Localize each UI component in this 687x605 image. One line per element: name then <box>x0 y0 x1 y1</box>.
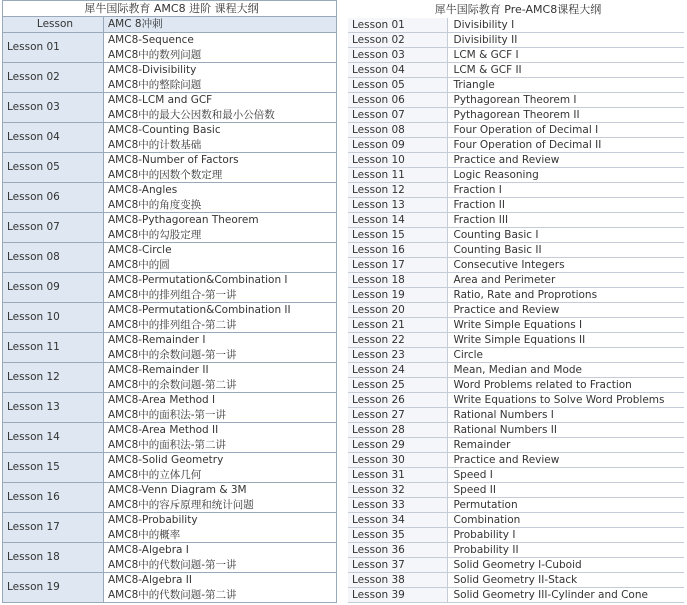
lesson-topic: Speed I <box>447 468 684 483</box>
lesson-number: Lesson 04 <box>3 123 104 153</box>
lesson-topic <box>104 303 337 333</box>
table-row <box>3 183 337 213</box>
lesson-number: Lesson 15 <box>3 453 104 483</box>
table-row <box>348 453 684 468</box>
lesson-topic: Area and Perimeter <box>447 273 684 288</box>
topic-chinese: AMC8中的面积法-第二讲 <box>108 438 227 451</box>
topic-chinese: AMC8中的最大公因数和最小公倍数 <box>108 108 275 121</box>
topic-chinese: AMC8中的圆 <box>108 258 170 271</box>
lesson-topic: Write Simple Equations I <box>447 318 684 333</box>
table-row <box>3 543 337 573</box>
table-row <box>348 63 684 78</box>
lesson-topic <box>104 543 337 573</box>
lesson-number: Lesson 25 <box>348 378 447 393</box>
lesson-topic: Rational Numbers II <box>447 423 684 438</box>
topic-chinese: AMC8中的角度变换 <box>108 198 202 211</box>
table-row <box>348 243 684 258</box>
lesson-number: Lesson 26 <box>348 393 447 408</box>
lesson-number: Lesson 01 <box>348 18 447 33</box>
topic-chinese: AMC8中的立体几何 <box>108 468 202 481</box>
table-row <box>3 483 337 513</box>
table-row <box>3 573 337 603</box>
lesson-topic: Logic Reasoning <box>447 168 684 183</box>
table-row <box>348 18 684 33</box>
lesson-topic <box>104 573 337 603</box>
topic-chinese: AMC8中的数列问题 <box>108 48 202 61</box>
topic-chinese: AMC8中的计数基础 <box>108 138 202 151</box>
lesson-topic: Speed II <box>447 483 684 498</box>
table-row <box>348 153 684 168</box>
table-row <box>348 468 684 483</box>
table-row <box>3 363 337 393</box>
topic-english: AMC8-Sequence <box>108 34 194 46</box>
table-row <box>348 138 684 153</box>
topic-chinese: AMC8中的因数个数定理 <box>108 168 223 181</box>
table-row <box>348 258 684 273</box>
topic-english: AMC8-Area Method II <box>108 424 219 436</box>
table-row <box>348 543 684 558</box>
lesson-topic: Mean, Median and Mode <box>447 363 684 378</box>
topic-english: AMC8-Permutation&Combination I <box>108 274 288 286</box>
lesson-topic <box>104 123 337 153</box>
lesson-number: Lesson 18 <box>3 543 104 573</box>
lesson-number: Lesson 07 <box>348 108 447 123</box>
table-row <box>348 408 684 423</box>
topic-english: AMC8-Angles <box>108 184 178 196</box>
lesson-number: Lesson 05 <box>348 78 447 93</box>
lesson-topic: Rational Numbers I <box>447 408 684 423</box>
lesson-number: Lesson 16 <box>348 243 447 258</box>
lesson-number: Lesson 20 <box>348 303 447 318</box>
table-row <box>348 123 684 138</box>
topic-chinese: AMC8中的容斥原理和统计问题 <box>108 498 254 511</box>
topic-english: AMC8-Solid Geometry <box>108 454 224 466</box>
table-row <box>3 393 337 423</box>
lesson-topic: Write Equations to Solve Word Problems <box>447 393 684 408</box>
table-row <box>348 303 684 318</box>
lesson-number: Lesson 13 <box>348 198 447 213</box>
table-row <box>3 153 337 183</box>
table-row <box>348 333 684 348</box>
table-row <box>348 213 684 228</box>
lesson-topic: Fraction II <box>447 198 684 213</box>
lesson-number: Lesson 27 <box>348 408 447 423</box>
topic-chinese: AMC8中的排列组合-第一讲 <box>108 288 237 301</box>
topic-english: AMC8-Probability <box>108 514 198 526</box>
lesson-number: Lesson 37 <box>348 558 447 573</box>
table-row <box>3 243 337 273</box>
topic-chinese: AMC8中的余数问题-第一讲 <box>108 348 237 361</box>
table-row <box>348 483 684 498</box>
lesson-number: Lesson 17 <box>348 258 447 273</box>
lesson-number: Lesson 08 <box>348 123 447 138</box>
lesson-number: Lesson 38 <box>348 573 447 588</box>
lesson-number: Lesson 14 <box>348 213 447 228</box>
table-row <box>3 453 337 483</box>
lesson-topic: Circle <box>447 348 684 363</box>
lesson-number: Lesson 11 <box>348 168 447 183</box>
lesson-topic: Word Problems related to Fraction <box>447 378 684 393</box>
table-row <box>348 93 684 108</box>
table-row <box>348 168 684 183</box>
table-row <box>3 273 337 303</box>
lesson-number: Lesson 19 <box>3 573 104 603</box>
lesson-number: Lesson 22 <box>348 333 447 348</box>
lesson-number: Lesson 11 <box>3 333 104 363</box>
lesson-number: Lesson 04 <box>348 63 447 78</box>
table-row <box>3 213 337 243</box>
table-row <box>348 78 684 93</box>
lesson-topic: Practice and Review <box>447 153 684 168</box>
table-row <box>3 513 337 543</box>
lesson-topic: Probability I <box>447 528 684 543</box>
topic-english: AMC8-Remainder I <box>108 334 206 346</box>
lesson-number: Lesson 23 <box>348 348 447 363</box>
table-row <box>3 423 337 453</box>
table-row <box>348 33 684 48</box>
lesson-topic <box>104 213 337 243</box>
table-row <box>348 183 684 198</box>
lesson-number: Lesson 32 <box>348 483 447 498</box>
topic-english: AMC8-Algebra I <box>108 544 189 556</box>
lesson-number: Lesson 03 <box>3 93 104 123</box>
topic-chinese: AMC8中的代数问题-第一讲 <box>108 558 237 571</box>
table-row <box>348 513 684 528</box>
lesson-number: Lesson 29 <box>348 438 447 453</box>
lesson-topic: Four Operation of Decimal I <box>447 123 684 138</box>
lesson-number: Lesson 13 <box>3 393 104 423</box>
table-row <box>348 393 684 408</box>
lesson-topic: Pythagorean Theorem II <box>447 108 684 123</box>
lesson-number: Lesson 12 <box>3 363 104 393</box>
lesson-topic <box>104 333 337 363</box>
lesson-number: Lesson 08 <box>3 243 104 273</box>
topic-english: AMC8-Algebra II <box>108 574 192 586</box>
table-row <box>348 318 684 333</box>
lesson-number: Lesson 05 <box>3 153 104 183</box>
table-row <box>348 528 684 543</box>
lesson-number: Lesson 17 <box>3 513 104 543</box>
right-table-title: 犀牛国际教育 Pre-AMC8课程大纲 <box>434 2 602 16</box>
lesson-topic <box>104 33 337 63</box>
topic-english: AMC8-LCM and GCF <box>108 94 213 106</box>
topic-chinese: AMC8中的面积法-第一讲 <box>108 408 227 421</box>
lesson-topic: Write Simple Equations II <box>447 333 684 348</box>
table-row <box>348 363 684 378</box>
lesson-topic <box>104 363 337 393</box>
topic-chinese: AMC8中的排列组合-第二讲 <box>108 318 237 331</box>
lesson-topic: Practice and Review <box>447 453 684 468</box>
amc8-sprint-column-header: AMC 8冲刺 <box>104 17 337 33</box>
table-row <box>3 93 337 123</box>
lesson-number: Lesson 07 <box>3 213 104 243</box>
lesson-number: Lesson 14 <box>3 423 104 453</box>
table-row <box>348 588 684 603</box>
lesson-topic <box>104 453 337 483</box>
lesson-topic <box>104 153 337 183</box>
topic-english: AMC8-Pythagorean Theorem <box>108 214 259 226</box>
lesson-topic: Consecutive Integers <box>447 258 684 273</box>
lesson-column-header: Lesson <box>3 17 104 33</box>
lesson-topic: Solid Geometry II-Stack <box>447 573 684 588</box>
lesson-topic: Divisibility I <box>447 18 684 33</box>
lesson-number: Lesson 06 <box>3 183 104 213</box>
topic-english: AMC8-Number of Factors <box>108 154 239 166</box>
table-row <box>348 198 684 213</box>
lesson-topic: Counting Basic II <box>447 243 684 258</box>
amc8-advanced-syllabus-table <box>2 0 337 603</box>
lesson-topic: Divisibility II <box>447 33 684 48</box>
table-row <box>348 108 684 123</box>
topic-english: AMC8-Remainder II <box>108 364 209 376</box>
lesson-number: Lesson 15 <box>348 228 447 243</box>
lesson-topic: Pythagorean Theorem I <box>447 93 684 108</box>
table-row <box>348 228 684 243</box>
topic-chinese: AMC8中的概率 <box>108 528 181 541</box>
lesson-number: Lesson 34 <box>348 513 447 528</box>
lesson-topic: Fraction III <box>447 213 684 228</box>
topic-english: AMC8-Divisibility <box>108 64 197 76</box>
lesson-number: Lesson 18 <box>348 273 447 288</box>
lesson-topic: Counting Basic I <box>447 228 684 243</box>
lesson-number: Lesson 02 <box>348 33 447 48</box>
lesson-number: Lesson 03 <box>348 48 447 63</box>
topic-english: AMC8-Counting Basic <box>108 124 221 136</box>
lesson-topic: Solid Geometry III-Cylinder and Cone <box>447 588 684 603</box>
lesson-number: Lesson 35 <box>348 528 447 543</box>
lesson-number: Lesson 09 <box>3 273 104 303</box>
topic-chinese: AMC8中的代数问题-第二讲 <box>108 588 237 601</box>
lesson-number: Lesson 24 <box>348 363 447 378</box>
lesson-topic <box>104 423 337 453</box>
lesson-topic: Probability II <box>447 543 684 558</box>
lesson-number: Lesson 36 <box>348 543 447 558</box>
lesson-topic: Four Operation of Decimal II <box>447 138 684 153</box>
lesson-number: Lesson 28 <box>348 423 447 438</box>
table-row <box>348 348 684 363</box>
lesson-topic <box>104 513 337 543</box>
table-row <box>3 303 337 333</box>
lesson-topic <box>104 273 337 303</box>
lesson-number: Lesson 12 <box>348 183 447 198</box>
lesson-number: Lesson 31 <box>348 468 447 483</box>
lesson-topic: Triangle <box>447 78 684 93</box>
lesson-topic: LCM & GCF II <box>447 63 684 78</box>
topic-english: AMC8-Circle <box>108 244 172 256</box>
lesson-topic: LCM & GCF I <box>447 48 684 63</box>
lesson-number: Lesson 06 <box>348 93 447 108</box>
lesson-topic: Solid Geometry I-Cuboid <box>447 558 684 573</box>
table-row <box>3 63 337 93</box>
table-row <box>348 423 684 438</box>
topic-chinese: AMC8中的余数问题-第二讲 <box>108 378 237 391</box>
lesson-topic: Permutation <box>447 498 684 513</box>
table-row <box>3 33 337 63</box>
lesson-topic: Fraction I <box>447 183 684 198</box>
lesson-number: Lesson 30 <box>348 453 447 468</box>
topic-english: AMC8-Permutation&Combination II <box>108 304 291 316</box>
table-row <box>348 48 684 63</box>
table-row <box>348 438 684 453</box>
table-row <box>3 123 337 153</box>
lesson-topic <box>104 483 337 513</box>
table-row <box>348 498 684 513</box>
topic-english: AMC8-Venn Diagram & 3M <box>108 484 247 496</box>
lesson-topic <box>104 63 337 93</box>
lesson-number: Lesson 01 <box>3 33 104 63</box>
lesson-topic: Practice and Review <box>447 303 684 318</box>
left-table-title: 犀牛国际教育 AMC8 进阶 课程大纲 <box>3 1 337 17</box>
table-row <box>348 573 684 588</box>
lesson-number: Lesson 16 <box>3 483 104 513</box>
lesson-number: Lesson 19 <box>348 288 447 303</box>
lesson-number: Lesson 02 <box>3 63 104 93</box>
table-row <box>348 288 684 303</box>
table-row <box>348 273 684 288</box>
lesson-topic <box>104 93 337 123</box>
lesson-topic: Remainder <box>447 438 684 453</box>
lesson-topic <box>104 183 337 213</box>
lesson-number: Lesson 21 <box>348 318 447 333</box>
lesson-number: Lesson 09 <box>348 138 447 153</box>
lesson-number: Lesson 10 <box>3 303 104 333</box>
lesson-number: Lesson 39 <box>348 588 447 603</box>
table-row <box>348 378 684 393</box>
lesson-topic <box>104 243 337 273</box>
lesson-topic: Ratio, Rate and Proprotions <box>447 288 684 303</box>
topic-chinese: AMC8中的整除问题 <box>108 78 202 91</box>
lesson-topic: Combination <box>447 513 684 528</box>
topic-english: AMC8-Area Method I <box>108 394 216 406</box>
table-row <box>348 558 684 573</box>
table-row <box>3 333 337 363</box>
topic-chinese: AMC8中的勾股定理 <box>108 228 202 241</box>
lesson-topic <box>104 393 337 423</box>
lesson-number: Lesson 10 <box>348 153 447 168</box>
lesson-number: Lesson 33 <box>348 498 447 513</box>
pre-amc8-syllabus-table <box>348 0 684 603</box>
